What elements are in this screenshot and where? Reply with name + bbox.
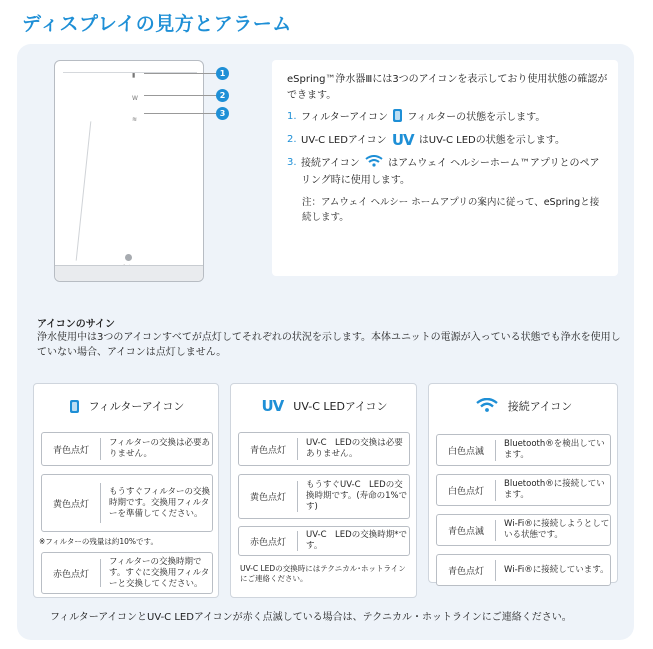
- device-illustration: [54, 60, 224, 285]
- wifi-icon: [365, 155, 383, 173]
- filter-icon: [393, 109, 402, 122]
- intro-item-wifi: 3. 接続アイコン はアムウェイ ヘルシーホーム™アプリとのペアリング時に使用します。: [287, 157, 600, 186]
- page-title: ディスプレイの見方とアラーム: [22, 13, 292, 35]
- device-indicator-strip: [129, 70, 145, 136]
- connection-row-blue-on: 青色点灯 Wi-Fi®に接続しています。: [436, 554, 611, 586]
- uv-icon: UV: [391, 131, 414, 149]
- filter-icon: [70, 400, 79, 413]
- callout-2: 2: [216, 89, 229, 102]
- intro-box: [272, 60, 618, 276]
- device-wifi-icon: ≋: [132, 116, 138, 123]
- connection-row-white-on: 白色点灯 Bluetooth®に接続しています。: [436, 474, 611, 506]
- uv-card-header: UV UV-C LEDアイコン: [261, 397, 388, 415]
- device-uv-icon: W: [132, 95, 138, 102]
- connection-row-blue-blink: 青色点滅 Wi-Fi®に接続しようとしている状態です。: [436, 514, 611, 546]
- device-filter-icon: ▮: [132, 72, 136, 79]
- connection-card: [428, 383, 618, 583]
- callout-line-1: [144, 73, 216, 74]
- device-logo: [125, 254, 132, 261]
- filter-row-yellow: 黄色点灯 もうすぐフィルターの交換時期です。交換用フィルターを準備してください。: [41, 474, 213, 532]
- uv-row-blue: 青色点灯 UV-C LEDの交換は必要ありません。: [238, 432, 410, 466]
- filter-card-header: フィルターアイコン: [34, 384, 218, 428]
- intro-note: 注：アムウェイ ヘルシー ホームアプリの案内に従って、eSpringと接続します。: [302, 197, 600, 223]
- sign-body: 浄水使用中は3つのアイコンすべてが点灯してそれぞれの状況を示します。本体ユニットの電源が入っている状態でも浄水を使用していない場合、アイコンは点灯しません。: [37, 332, 621, 358]
- filter-row-blue: 青色点灯 フィルターの交換は必要ありません。: [41, 432, 213, 466]
- intro-item-filter: 1. フィルターアイコン フィルターの状態を示します。: [287, 111, 546, 123]
- device-base: [55, 265, 203, 281]
- sign-heading: アイコンのサイン: [37, 319, 115, 330]
- intro-lead: eSpring™浄水器Ⅲには3つのアイコンを表示しており使用状態の確認ができます。: [287, 74, 608, 101]
- uv-icon: UV: [261, 397, 284, 415]
- bottom-note: フィルターアイコンとUV-C LEDアイコンが赤く点滅している場合は、テクニカル・ホットラインにご連絡ください。: [50, 612, 572, 623]
- callout-3: 3: [216, 107, 229, 120]
- filter-footnote: ※フィルターの残量は約10%です。: [39, 537, 158, 546]
- connection-card-header: 接続アイコン: [429, 384, 617, 428]
- uv-row-yellow: 黄色点灯 もうすぐUV-C LEDの交換時期です。(寿命の1%です): [238, 474, 410, 519]
- intro-item-uv: 2. UV-C LEDアイコン UV はUV-C LEDの状態を示します。: [287, 131, 565, 149]
- device-seam: [76, 121, 92, 260]
- connection-row-white-blink: 白色点滅 Bluetooth®を検出しています。: [436, 434, 611, 466]
- filter-card: [33, 383, 219, 598]
- device-body: [54, 60, 204, 282]
- filter-row-red: 赤色点灯 フィルターの交換時期です。すぐに交換用フィルターと交換してください。: [41, 552, 213, 594]
- uv-footnote: UV-C LEDの交換時にはテクニカル･ホットラインにご連絡ください。: [240, 564, 406, 583]
- uv-row-red: 赤色点灯 UV-C LEDの交換時期*です。: [238, 526, 410, 556]
- callout-line-2: [144, 95, 216, 96]
- callout-1: 1: [216, 67, 229, 80]
- callout-line-3: [144, 113, 216, 114]
- wifi-icon: [476, 398, 498, 415]
- uv-card: [230, 383, 417, 598]
